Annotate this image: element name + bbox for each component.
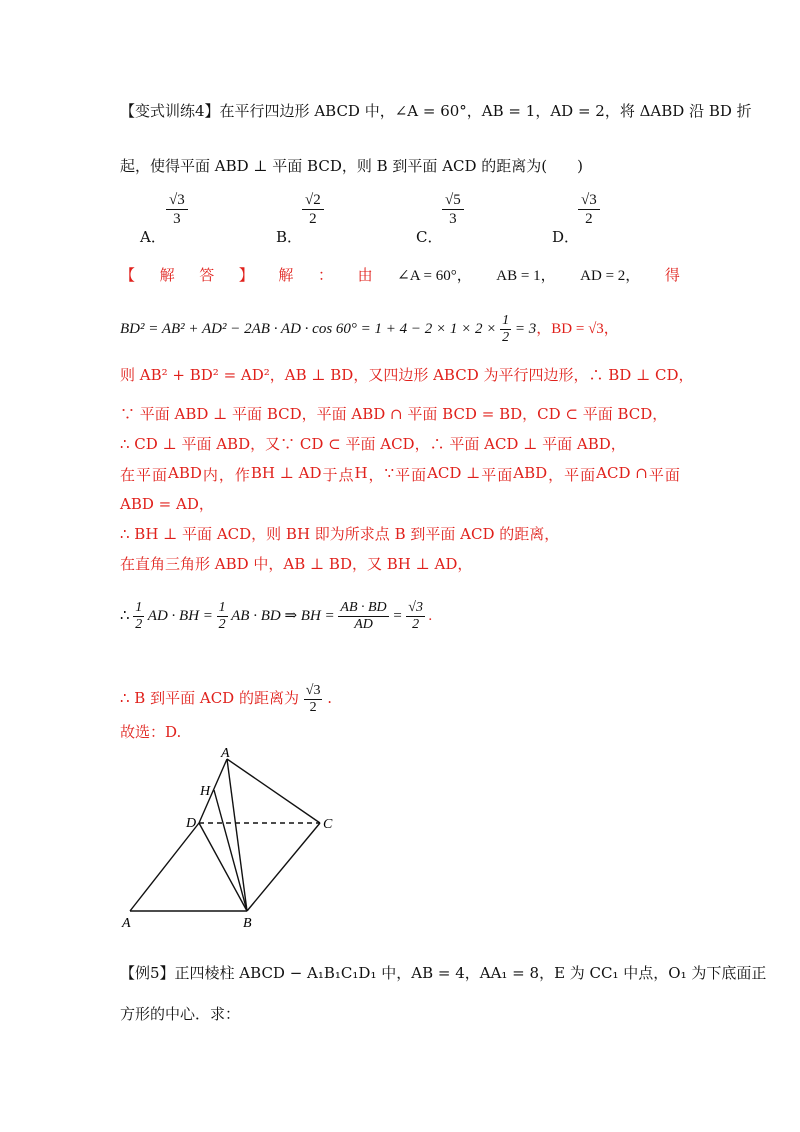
- equation-2-frac-a: [133, 600, 144, 633]
- equation-2-equals: =: [392, 608, 403, 624]
- fraction-numerator: √3: [408, 600, 423, 616]
- l6-part: ACD ∩: [596, 464, 648, 482]
- l6-part: 平: [564, 466, 580, 484]
- heading-part: 【: [120, 266, 136, 284]
- label-c: C: [323, 817, 333, 832]
- edge-d-b: [199, 823, 247, 911]
- solution-line-6: [120, 464, 680, 485]
- problem-line-1: 【变式训练4】在平行四边形 ABCD 中，∠A = 60°，AB = 1，AD = 2，将 ΔABD 沿 BD 折: [120, 102, 752, 120]
- l6-part: 面: [152, 466, 168, 484]
- l6-part: 在: [120, 466, 136, 484]
- l6-part: 平: [395, 466, 411, 484]
- option-d-label: D．: [552, 228, 580, 246]
- l6-part: 平: [648, 466, 664, 484]
- label-a-bottom: A: [122, 916, 131, 930]
- solution-heading: [120, 264, 680, 285]
- l6-part: ，: [368, 466, 384, 484]
- l6-part: 点: [338, 466, 354, 484]
- fraction-denominator: 2: [135, 617, 143, 633]
- fraction-denominator: 2: [502, 330, 510, 345]
- option-b-value: [302, 191, 324, 228]
- fraction-denominator: AD: [354, 617, 373, 633]
- l6-part: ABD: [513, 464, 548, 482]
- fraction-numerator: 1: [502, 313, 510, 328]
- equation-2-frac-d: [406, 600, 425, 633]
- label-h: H: [200, 784, 211, 799]
- solution-line-9: 在直角三角形 ABD 中，AB ⊥ BD，又 BH ⊥ AD，: [120, 555, 473, 573]
- edge-a-d: [130, 823, 199, 911]
- equation-1-right: = 3: [511, 320, 537, 337]
- l6-part: 面: [580, 466, 596, 484]
- fraction-numerator: √3: [305, 682, 321, 698]
- label-b: B: [243, 916, 252, 930]
- l6-part: 于: [322, 466, 338, 484]
- heading-part: 由: [357, 266, 373, 284]
- fraction-numerator: AB · BD: [340, 600, 387, 616]
- option-a-value: [166, 191, 188, 228]
- equation-1-fraction: [500, 313, 511, 346]
- l6-part: H: [354, 464, 368, 482]
- l6-part: ，: [218, 466, 234, 484]
- option-c-denominator: 3: [449, 211, 457, 227]
- option-b-denominator: 2: [309, 211, 317, 227]
- option-b-numerator: √2: [302, 191, 324, 210]
- fraction-denominator: 2: [412, 617, 420, 633]
- equation-1-left: BD² = AB² + AD² − 2AB · AD · cos 60° = 1 + 4 − 2 × 1 × 2 ×: [120, 320, 501, 337]
- fraction-denominator: 2: [309, 699, 317, 715]
- option-b-label: B．: [276, 228, 303, 246]
- l6-part: ABD: [168, 464, 202, 482]
- fraction-numerator: 1: [218, 600, 226, 616]
- example-line-1: 【例5】正四棱柱 ABCD − A₁B₁C₁D₁ 中，AB = 4，AA₁ = 8，E 为 CC₁ 中点，O₁ 为下底面正: [120, 964, 767, 982]
- solution-line-5: ∴ CD ⊥ 平面 ABD，又∵ CD ⊂ 平面 ACD，∴ 平面 ACD ⊥ 平面 ABD，: [120, 435, 626, 453]
- solution-line-11: [120, 678, 332, 718]
- equation-1: [120, 313, 619, 346]
- heading-part: 解: [159, 266, 175, 284]
- example-line-2: 方形的中心．求：: [120, 1005, 241, 1023]
- fraction-denominator: 2: [218, 617, 226, 633]
- heading-part: 】: [238, 266, 254, 284]
- segment-h-b: [214, 790, 247, 911]
- l6-part: BH ⊥ AD: [250, 464, 322, 482]
- answer-line: 故选：D.: [120, 723, 182, 741]
- equation-2-prefix: ∴: [120, 608, 130, 624]
- label-a-top: A: [221, 746, 230, 761]
- heading-part: ∠A = 60°，: [397, 268, 472, 284]
- solution-line-8: ∴ BH ⊥ 平面 ACD，则 BH 即为所求点 B 到平面 ACD 的距离，: [120, 525, 560, 543]
- option-c-value: [442, 191, 464, 228]
- option-d-value: [578, 191, 600, 228]
- solution-line-4: ∵ 平面 ABD ⊥ 平面 BCD，平面 ABD ∩ 平面 BCD = BD，CD ⊂ 平面 BCD，: [120, 405, 668, 423]
- heading-part: 答: [199, 266, 215, 284]
- l6-part: 面: [411, 466, 427, 484]
- equation-1-tail: ，BD = √3，: [536, 320, 619, 337]
- option-a-label: A．: [140, 228, 166, 246]
- equation-2-end: .: [428, 608, 433, 624]
- fraction-numerator: 1: [135, 600, 143, 616]
- solution-line-7: ABD = AD，: [120, 495, 214, 513]
- geometry-figure: [110, 745, 350, 930]
- heading-part: ：: [317, 266, 333, 284]
- equation-2-text-a: AD · BH =: [147, 608, 213, 624]
- option-d-denominator: 2: [585, 211, 593, 227]
- problem-line-2: 起，使得平面 ABD ⊥ 平面 BCD，则 B 到平面 ACD 的距离为( ): [120, 157, 584, 175]
- l6-part: 内: [202, 466, 218, 484]
- label-d: D: [186, 816, 197, 831]
- edge-b-c: [247, 823, 320, 911]
- heading-part: AD = 2，: [580, 268, 641, 284]
- edge-a-b-folded: [227, 759, 247, 911]
- option-c-numerator: √5: [442, 191, 464, 210]
- option-a-numerator: √3: [166, 191, 188, 210]
- solution-line-3: 则 AB² + BD² = AD²，AB ⊥ BD，又四边形 ABCD 为平行四边形，∴ BD ⊥ CD，: [120, 366, 694, 384]
- equation-2-frac-c: [338, 600, 388, 633]
- equation-2-frac-b: [217, 600, 228, 633]
- l6-part: ，: [548, 466, 564, 484]
- conclusion-fraction: [304, 683, 323, 716]
- option-a-denominator: 3: [173, 211, 181, 227]
- l6-part: 平: [136, 466, 152, 484]
- l6-part: 面: [664, 466, 680, 484]
- equation-2-text-b: AB · BD ⇒ BH =: [231, 608, 335, 624]
- l6-part: ACD ⊥: [427, 464, 481, 482]
- l6-part: 面: [497, 466, 513, 484]
- edge-a-c: [227, 759, 320, 823]
- l6-part: 平: [481, 466, 497, 484]
- heading-part: 解: [278, 266, 294, 284]
- heading-part: 得: [664, 266, 680, 284]
- heading-part: AB = 1，: [496, 268, 556, 284]
- l6-part: 作: [234, 466, 250, 484]
- equation-2: [120, 596, 432, 636]
- option-c-label: C．: [416, 228, 443, 246]
- option-d-numerator: √3: [578, 191, 600, 210]
- conclusion-end: .: [327, 689, 333, 707]
- conclusion-text: ∴ B 到平面 ACD 的距离为: [120, 689, 299, 707]
- l6-part: ∵: [384, 464, 395, 482]
